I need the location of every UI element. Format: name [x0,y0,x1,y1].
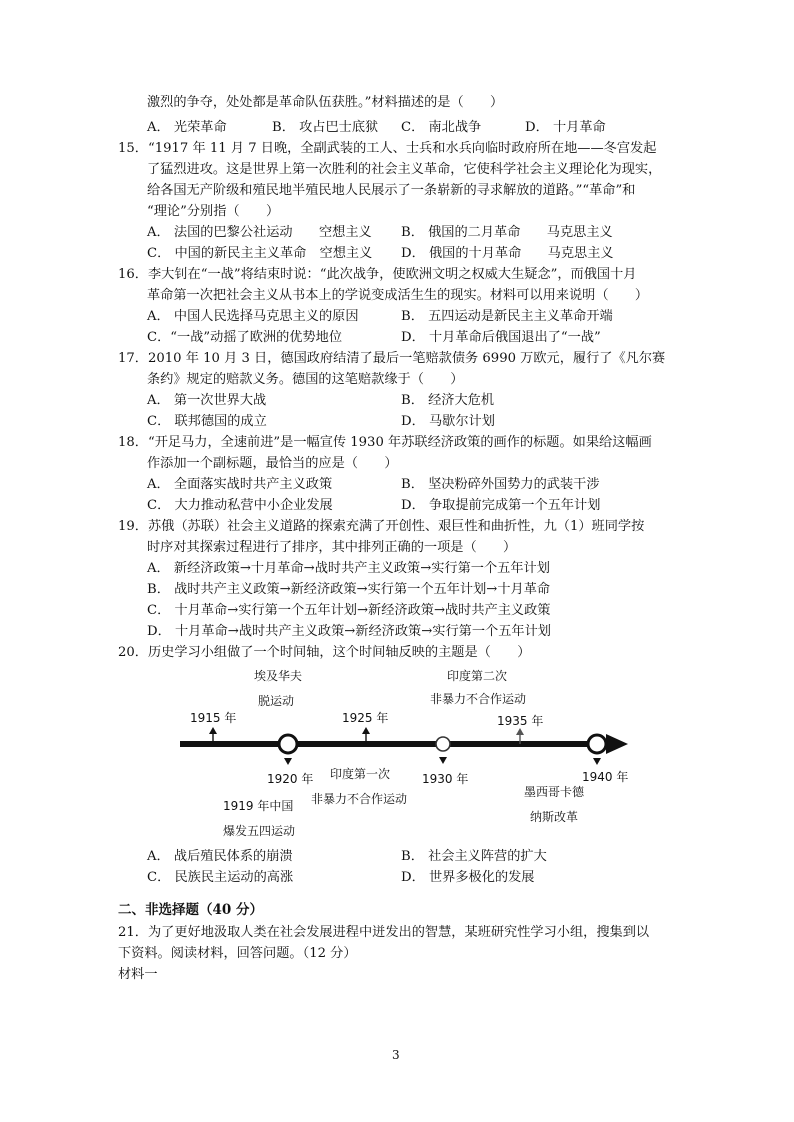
tl-year-1920: 1920 年 [267,772,314,786]
q17-option-c: C． 联邦德国的成立 [147,414,267,429]
q16-line-1: 16．李大钊在“一战”将结束时说：“此次战争，使欧洲文明之权威大生疑念”，而俄国十月 [118,267,637,282]
marker-1925-arrow [362,727,370,734]
tl-china-line-1: 1919 年中国 [223,799,294,813]
q20-line-1: 20．历史学习小组做了一个时间轴，这个时间轴反映的主题是（ ） [118,645,531,660]
q14-option-c: C． 南北战争 [401,120,482,135]
section-heading: 二、非选择题（40 分） [118,902,263,918]
tl-india1-line-2: 非暴力不合作运动 [311,792,408,806]
tl-year-1925: 1925 年 [342,711,389,725]
q18-line-2: 作添加一个副标题，最恰当的应是（ ） [147,456,398,471]
q20-option-d: D． 世界多极化的发展 [401,870,535,885]
q21-line-3: 材料一 [118,967,158,982]
tl-year-1935: 1935 年 [497,714,544,728]
tl-mexico-line-1: 墨西哥卡德 [524,785,585,799]
tl-year-1915: 1915 年 [190,711,237,725]
q21-line-1: 21．为了更好地汲取人类在社会发展进程中迸发出的智慧，某班研究性学习小组，搜集到以 [118,925,650,940]
q15-line-1: 15．“1917 年 11 月 7 日晚，全副武装的工人、士兵和水兵向临时政府所在地——冬宫发起 [118,141,657,156]
q19-option-b: B． 战时共产主义政策→新经济政策→实行第一个五年计划→十月革命 [147,582,551,597]
tl-year-1930: 1930 年 [422,772,469,786]
q19-line-1: 19．苏俄（苏联）社会主义道路的探索充满了开创性、艰巨性和曲折性，九（1）班同学按 [118,519,645,534]
marker-1935-arrow [516,728,524,735]
tl-india2-line-1: 印度第二次 [447,669,508,683]
q17-option-d: D． 马歇尔计划 [401,414,495,429]
q15-option-d: D． 俄国的十月革命 马克思主义 [401,246,614,261]
q15-option-c: C． 中国的新民主主义革命 空想主义 [147,246,373,261]
node-1920 [279,735,297,753]
timeline-arrowhead [606,734,628,754]
q15-option-b: B． 俄国的二月革命 马克思主义 [401,225,613,240]
marker-1915-arrow [209,727,217,734]
q18-option-b: B． 坚决粉碎外国势力的武装干涉 [401,477,600,492]
marker-1940-arrow [593,758,601,765]
q15-option-a: A． 法国的巴黎公社运动 空想主义 [147,225,372,240]
q19-option-d: D． 十月革命→战时共产主义政策→新经济政策→实行第一个五年计划 [147,624,551,639]
page-number: 3 [392,1048,400,1062]
q14-option-a: A． 光荣革命 [147,120,227,135]
q17-line-2: 条约》规定的赔款义务。德国的这笔赔款缘于（ ） [147,372,464,387]
q15-line-4: “理论”分别指（ ） [147,204,280,219]
q14-text-line: 激烈的争夺，处处都是革命队伍获胜。”材料描述的是（ ） [147,95,504,110]
tl-egypt-line-1: 埃及华夫 [254,669,303,683]
tl-egypt-line-2: 脱运动 [258,694,295,708]
tl-india2-line-2: 非暴力不合作运动 [430,692,527,706]
q15-line-3: 给各国无产阶级和殖民地半殖民地人民展示了一条崭新的寻求解放的道路。”“革命”和 [147,183,636,198]
q17-option-b: B． 经济大危机 [401,393,495,408]
q16-line-2: 革命第一次把社会主义从书本上的学说变成活生生的现实。材料可以用来说明（ ） [147,288,649,303]
q20-option-a: A． 战后殖民体系的崩溃 [147,849,293,864]
tl-india1-line-1: 印度第一次 [330,767,391,781]
q20-option-c: C． 民族民主运动的高涨 [147,870,294,885]
q18-option-d: D． 争取提前完成第一个五年计划 [401,498,601,513]
marker-1930-arrow [439,757,447,764]
q18-option-a: A． 全面落实战时共产主义政策 [147,477,333,492]
tl-year-1940: 1940 年 [582,770,629,784]
q16-option-c: C．“一战”动摇了欧洲的优势地位 [147,330,343,345]
tl-china-line-2: 爆发五四运动 [223,824,296,838]
q19-option-a: A． 新经济政策→十月革命→战时共产主义政策→实行第一个五年计划 [147,561,550,576]
q17-option-a: A． 第一次世界大战 [147,393,267,408]
q18-line-1: 18．“开足马力，全速前进”是一幅宣传 1930 年苏联经济政策的画作的标题。如果给这幅画 [118,435,652,450]
q21-line-2: 下资料。阅读材料，回答问题。（12 分） [118,946,357,961]
q15-line-2: 了猛烈进攻。这是世界上第一次胜利的社会主义革命，它使科学社会主义理论化为现实， [147,162,662,177]
timeline-axis [180,741,608,747]
node-1930 [436,737,450,751]
node-1940 [588,735,606,753]
q19-line-2: 时序对其探索过程进行了排序，其中排列正确的一项是（ ） [147,540,517,555]
q16-option-b: B． 五四运动是新民主主义革命开端 [401,309,613,324]
q18-option-c: C． 大力推动私营中小企业发展 [147,498,333,513]
q19-option-c: C． 十月革命→实行第一个五年计划→新经济政策→战时共产主义政策 [147,603,551,618]
q14-option-d: D． 十月革命 [525,120,606,135]
q14-option-b: B． 攻占巴士底狱 [272,120,379,135]
marker-1920-arrow [284,758,292,765]
q16-option-a: A． 中国人民选择马克思主义的原因 [147,309,359,324]
q17-line-1: 17．2010 年 10 月 3 日，德国政府结清了最后一笔赔款债务 6990 万欧元，履行了《凡尔赛 [118,351,666,366]
q20-option-b: B． 社会主义阵营的扩大 [401,849,547,864]
tl-mexico-line-2: 纳斯改革 [530,810,579,824]
q16-option-d: D． 十月革命后俄国退出了“一战” [401,330,601,345]
